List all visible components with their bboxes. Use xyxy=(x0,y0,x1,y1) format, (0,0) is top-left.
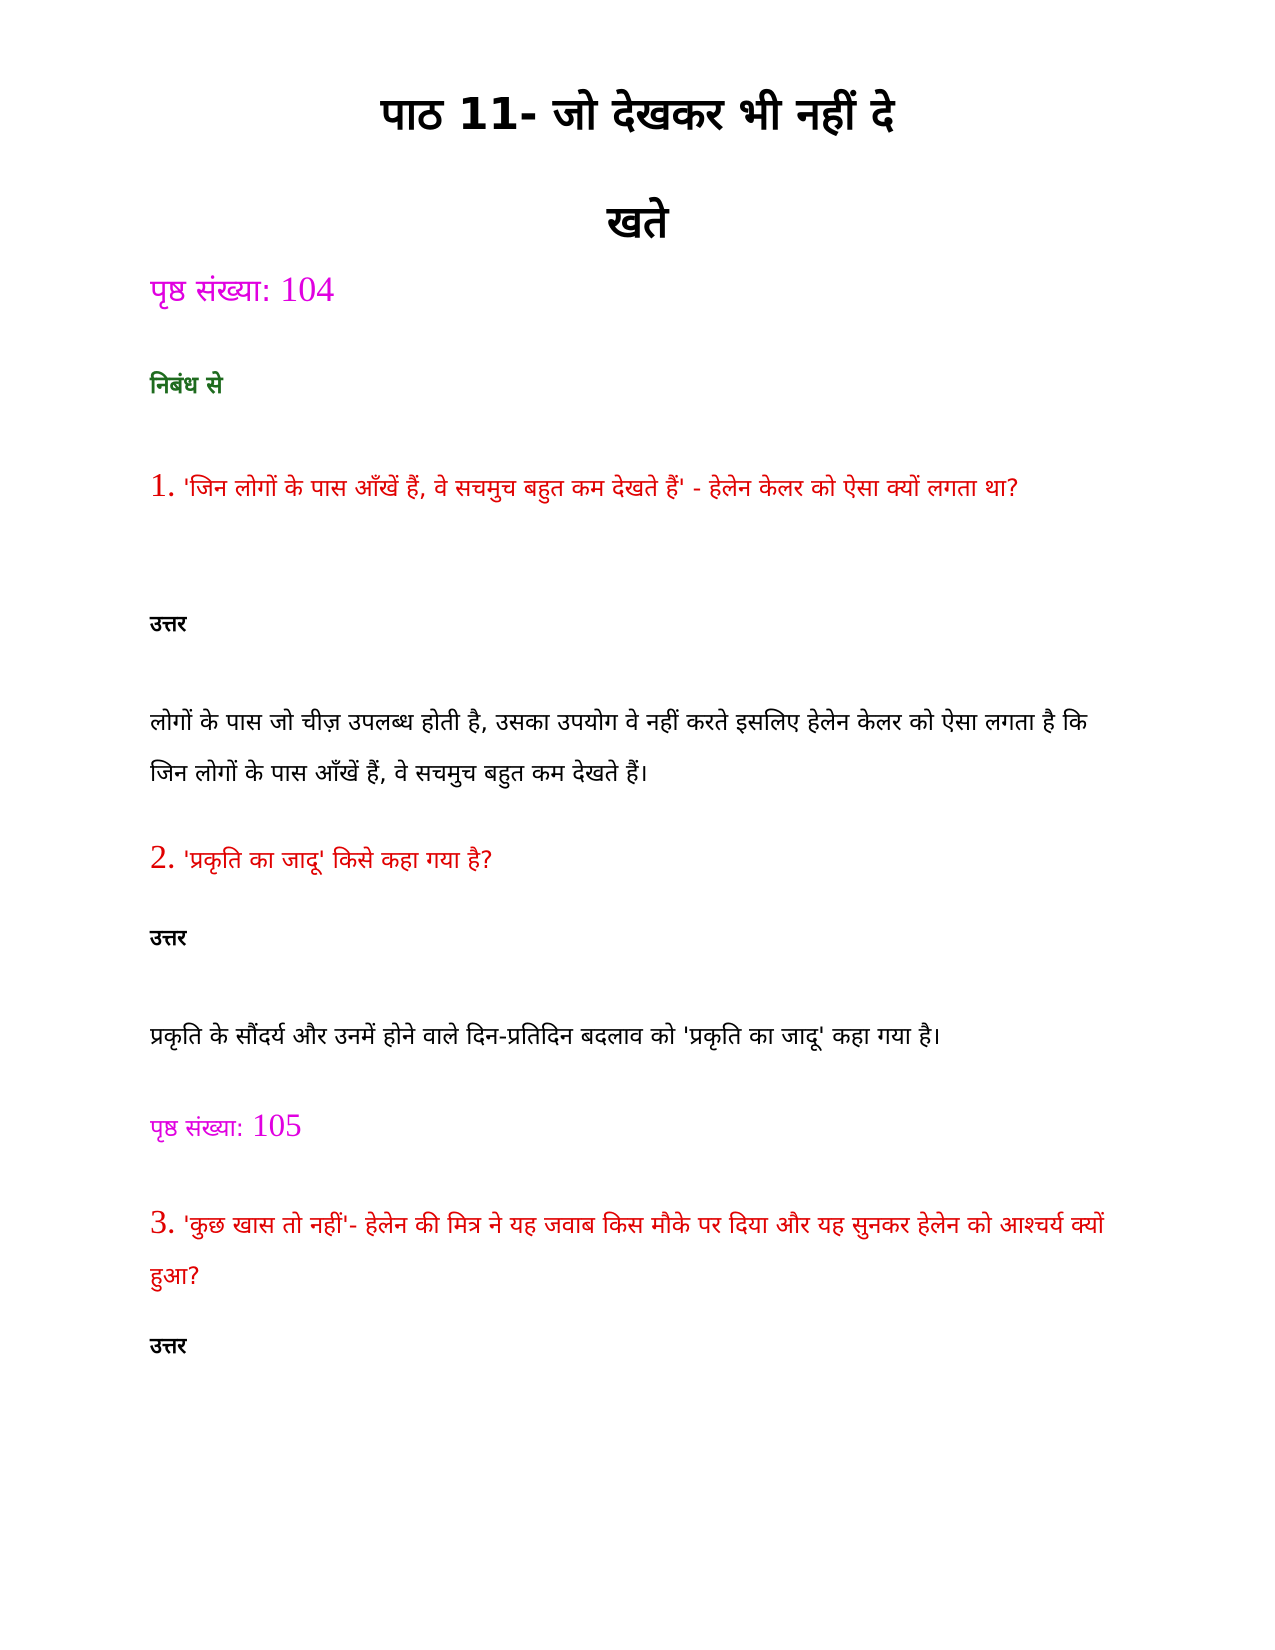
question-text: 'जिन लोगों के पास आँखें हैं, वे सचमुच बहुत कम देखते हैं' - हेलेन केलर को ऐसा क्यों लगता था? xyxy=(183,474,1019,502)
answer-text: प्रकृति के सौंदर्य और उनमें होने वाले दिन-प्रतिदिन बदलाव को 'प्रकृति का जादू' कहा गया है। xyxy=(150,1022,941,1050)
chapter-title-line-1: पाठ 11- जो देखकर भी नहीं दे xyxy=(380,89,895,140)
page-number-label xyxy=(150,1108,1130,1145)
answer-label: उत्तर xyxy=(150,611,187,637)
page-number-label xyxy=(150,268,1130,311)
answer-label: उत्तर xyxy=(150,1333,187,1359)
question-text: 'प्रकृति का जादू' किसे कहा गया है? xyxy=(183,846,493,874)
question-number: 2. xyxy=(150,839,176,876)
question-1 xyxy=(150,460,1130,514)
page-number-value: 105 xyxy=(252,1108,302,1144)
question-2 xyxy=(150,832,1130,886)
question-number: 1. xyxy=(150,467,176,504)
question-text: 'कुछ खास तो नहीं'- हेलेन की मित्र ने यह जवाब किस मौके पर दिया और यह सुनकर हेलेन को आश्चर्य क्यों हुआ? xyxy=(150,1211,1105,1290)
page-number-text: पृष्ठ संख्या: xyxy=(150,1114,244,1142)
page-number-value: 104 xyxy=(280,269,335,309)
chapter-title-line-2: खते xyxy=(606,197,669,248)
question-3 xyxy=(150,1197,1130,1302)
question-number: 3. xyxy=(150,1204,176,1241)
section-heading: निबंध से xyxy=(150,370,223,399)
answer-label: उत्तर xyxy=(150,925,187,951)
answer-text: लोगों के पास जो चीज़ उपलब्ध होती है, उसका उपयोग वे नहीं करते इसलिए हेलेन केलर को ऐसा लगता है कि जिन लोगों के पास आँखें हैं, वे सचमुच बहुत कम देखते हैं। xyxy=(150,708,1088,787)
page-number-text: पृष्ठ संख्या: xyxy=(150,273,272,309)
